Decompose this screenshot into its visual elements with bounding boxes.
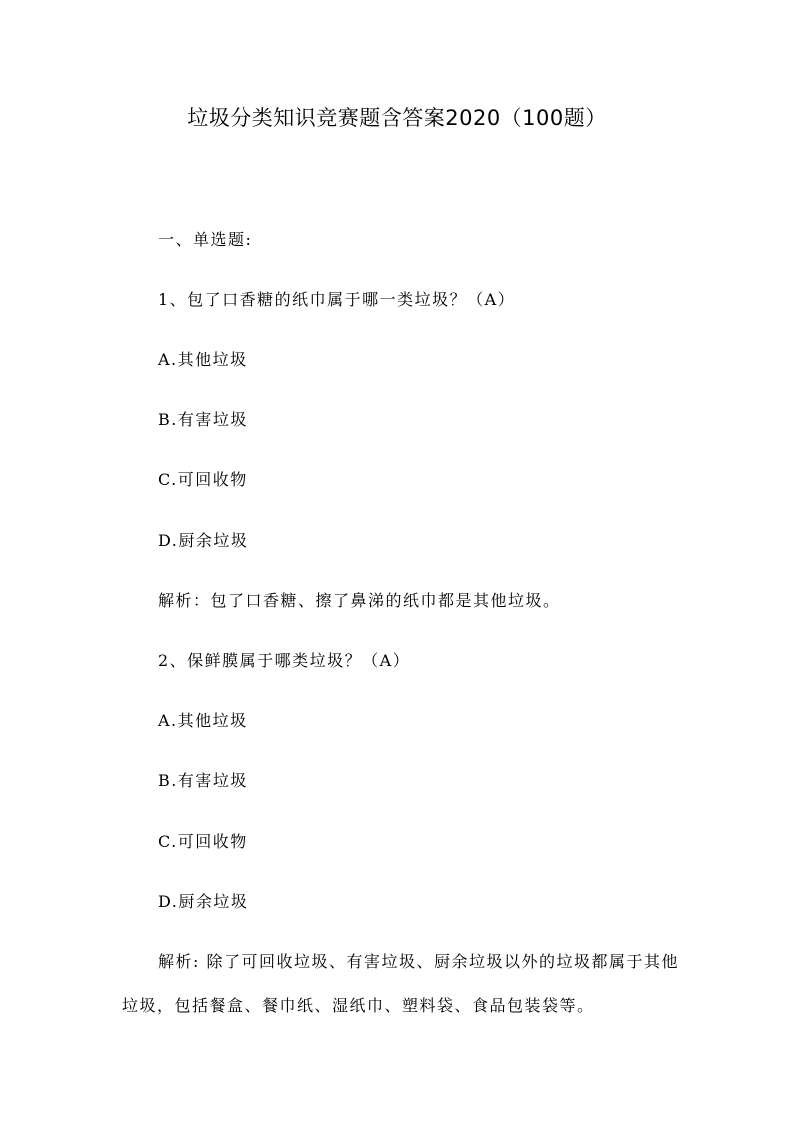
question-2-option-c: C.可回收物 (158, 832, 248, 851)
question-1-option-a: A.其他垃圾 (158, 350, 248, 369)
question-2-analysis: 解析: 除了可回收垃圾、有害垃圾、厨余垃圾以外的垃圾都属于其他垃圾，包括餐盒、餐巾纸、湿纸巾、塑料袋、食品包装袋等。 (122, 952, 679, 1015)
question-1-text: 1、包了口香糖的纸巾属于哪一类垃圾？（A） (158, 290, 516, 309)
section-heading: 一、单选题: (158, 230, 253, 249)
question-2-option-b: B.有害垃圾 (158, 771, 248, 790)
question-1-option-b: B.有害垃圾 (158, 410, 248, 429)
question-2-option-a: A.其他垃圾 (158, 711, 248, 730)
question-2-text: 2、保鲜膜属于哪类垃圾？（A） (158, 651, 411, 670)
document-title: 垃圾分类知识竞赛题含答案2020（100题） (187, 106, 607, 130)
question-1-option-c: C.可回收物 (158, 470, 248, 489)
question-2-option-d: D.厨余垃圾 (158, 892, 249, 911)
question-1-analysis: 解析：包了口香糖、擦了鼻涕的纸巾都是其他垃圾。 (158, 591, 561, 610)
question-1-option-d: D.厨余垃圾 (158, 531, 249, 550)
